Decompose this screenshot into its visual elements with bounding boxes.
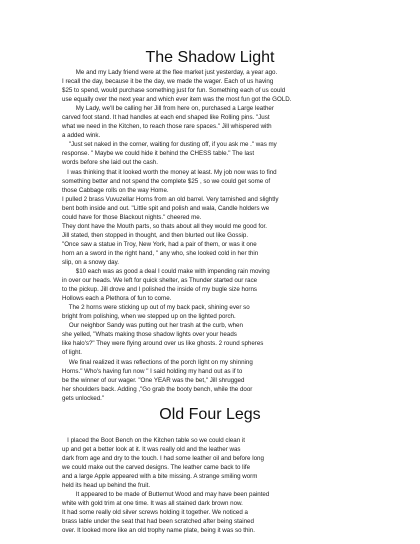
text-line: "Just set naked in the corner, waiting for dusting off, if you ask me ." was my — [62, 141, 277, 149]
text-line: she yelled, "Whats making those shadow lights over your heads — [62, 331, 237, 339]
text-line: bright from polishing, when we stepped up on the lighted porch. — [62, 313, 236, 321]
text-line: gets unlocked." — [62, 394, 105, 402]
text-line: It had some really old silver screws holding it together. We noticed a — [62, 509, 248, 517]
text-line: Jill stated, then stopped in thought, and then blurted out like Gossip. — [62, 231, 249, 239]
story-body-shadow-light — [62, 68, 362, 403]
text-line: Our neighbor Sandy was putting out her trash at the curb, when — [62, 322, 243, 330]
text-line: $25 to spend, would purchase something just for fun. Something each of us could — [62, 87, 286, 95]
text-line: white with gold trim at one time. It was all stained dark brown now. — [62, 500, 243, 508]
text-line: brass lable under the seat that had been scratched after being stained — [62, 518, 254, 526]
text-line: I pulled 2 brass Vuvuzellar Horns from an old barrel. Very tarnished and slightly — [62, 195, 279, 203]
text-line: over. It looked more like an old trophy name plate, being it was so thin. — [62, 527, 255, 535]
text-line: held its head up behind the fruit. — [62, 482, 151, 490]
story-title-shadow-light: The Shadow Light — [145, 49, 275, 66]
text-line: response. " Maybe we could hide it behind the CHESS table." The last — [62, 150, 255, 158]
text-line: horn an a sword in the right hand, " any who, she looked cold in her thin — [62, 249, 259, 257]
text-line: be the winner of our wager. "One YEAR was the bet," Jill shrugged — [62, 376, 245, 384]
text-line: of light. — [62, 349, 82, 357]
text-line: and a large Apple appeared with a bite missing. A strange smiling worm — [62, 473, 258, 481]
text-line: Hollows each a Plethora of fun to come. — [62, 295, 172, 303]
text-line: slip, on a snowy day. — [62, 258, 119, 266]
text-line: her shoulders back. Adding ,"Go grab the booty bench, while the door — [62, 385, 253, 393]
text-line: Horns." Who's having fun now " I said holding my hand out as if to — [62, 367, 243, 375]
text-line: bent both inside and out. "Little spit and polish and wala, Candle holders we — [62, 204, 270, 212]
text-line: carved foot stand. It had handles at each end shaped like Rolling pins. "Just — [62, 114, 270, 122]
text-line: They dont have the Mouth parts, so thats about all they would me good for. — [62, 222, 267, 230]
story-title-old-four-legs: Old Four Legs — [159, 406, 261, 423]
text-line: like halo's?" They were flying around over us like ghosts. 2 round spheres — [62, 340, 264, 348]
text-line: The 2 horns were sticking up out of my back pack, shining ever so — [62, 304, 250, 312]
text-line: something better and not spend the complete $25 , so we could get some of — [62, 177, 271, 185]
text-line: in over our heads. We left for quick shelter, as Thunder started our race — [62, 277, 258, 285]
text-line: $10 each was as good a deal I could make with impending rain moving — [62, 268, 270, 276]
text-line: It appeared to be made of Butternut Wood and may have been painted — [62, 491, 270, 499]
story-body-old-four-legs — [62, 436, 362, 536]
text-line: to the pickup. Jill drove and I polished the inside of my bugle size horns — [62, 286, 258, 294]
text-line: those Cabbage rolls on the way Home. — [62, 186, 169, 194]
text-line: up and get a better look at it. It was really old and the leather was — [62, 446, 241, 454]
text-line: words before she laid out the cash. — [62, 159, 158, 167]
text-line: I was thinking that it looked worth the money at least. My job now was to find — [62, 168, 277, 176]
text-line: My Lady, we'll be calling her Jill from here on, purchased a Large leather — [62, 105, 274, 113]
text-line: a added wink. — [62, 132, 101, 140]
text-line: use equally over the next year and which ever item was the most fun got the GOLD. — [62, 96, 292, 104]
text-line: dark from age and dry to the touch. I had some leather oil and before long — [62, 455, 264, 463]
text-line: what we need in the Kitchen, to reach those rare spaces." Jill whispered with — [62, 123, 272, 131]
text-line: We final realized it was reflections of the porch light on my shinning — [62, 358, 253, 366]
text-line: we could make out the carved designs. The leather came back to life — [62, 464, 251, 472]
text-line: I recall the day, because it be the day, we made the wager. Each of us having — [62, 78, 274, 86]
text-line: "Once saw a statue in Troy, New York, had a pair of them, or was it one — [62, 240, 257, 248]
text-line: could have for those Blackout nights." cheered me. — [62, 213, 202, 221]
text-line: I placed the Boot Bench on the Kitchen table so we could clean it — [62, 437, 245, 444]
text-line: Me and my Lady friend were at the flee market just yesterday, a year ago. — [62, 69, 278, 76]
